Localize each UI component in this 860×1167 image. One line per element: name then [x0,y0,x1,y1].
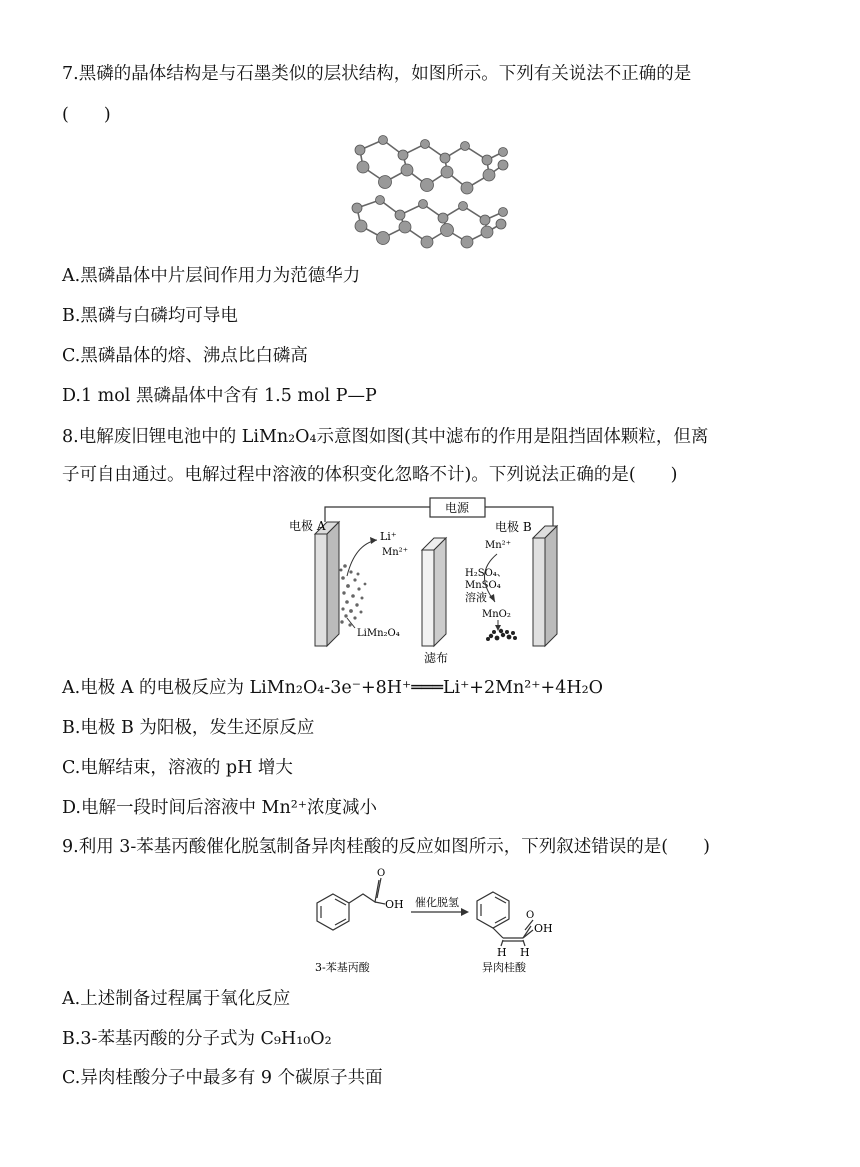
product-name: 异肉桂酸 [482,961,526,974]
benzene-ring-left [317,894,349,930]
mn-ion-right-label: Mn²⁺ [485,540,511,551]
q7-paren: ( ) [62,105,111,125]
filter-cloth [422,550,434,646]
limn2o4-label: LiMn₂O₄ [357,628,400,639]
mno2-label: MnO₂ [482,609,511,620]
q7-option-a: A.黑磷晶体中片层间作用力为范德华力 [62,266,361,286]
q8-stem-line2: 子可自由通过。电解过程中溶液的体积变化忽略不计)。下列说法正确的是( ) [62,465,678,485]
q9-stem: 9.利用 3-苯基丙酸催化脱氢制备异肉桂酸的反应如图所示，下列叙述错误的是( ) [62,837,710,857]
arrow-label: 催化脱氢 [415,896,459,909]
q7-option-d: D.1 mol 黑磷晶体中含有 1.5 mol P—P [62,386,377,406]
q9-option-c: C.异肉桂酸分子中最多有 9 个碳原子共面 [62,1068,383,1088]
q7-option-c: C.黑磷晶体的熔、沸点比白磷高 [62,346,308,366]
q9-option-b: B.3-苯基丙酸的分子式为 C₉H₁₀O₂ [62,1029,332,1049]
solution-label-3: 溶液 [465,591,487,604]
solution-label-1: H₂SO₄、 [465,568,507,579]
q8-option-c: C.电解结束，溶液的 pH 增大 [62,758,293,778]
oh-left-label: OH [385,898,404,911]
electrode-b [533,538,545,646]
q8-option-b: B.电极 B 为阳极，发生还原反应 [62,718,315,738]
filter-label: 滤布 [424,651,449,665]
benzene-ring-right [477,892,509,928]
limn2o4-particles [340,564,367,626]
electrode-a-label: 电极 A [289,519,326,533]
mno2-particles [486,629,517,641]
svg-text:O: O [526,910,535,921]
q9-option-a: A.上述制备过程属于氧化反应 [62,989,291,1009]
solution-label-2: MnSO₄ [465,580,501,591]
reactant-name: 3-苯基丙酸 [315,961,370,974]
electrode-a [315,534,327,646]
h-label-2: H [520,946,530,959]
q8-option-d: D.电解一段时间后溶液中 Mn²⁺浓度减小 [62,798,377,818]
q8-option-a: A.电极 A 的电极反应为 LiMn₂O₄-3e⁻+8H⁺═══Li⁺+2Mn²⁺+4H₂O [62,678,603,698]
reaction-scheme [305,868,565,976]
q7-option-b: B.黑磷与白磷均可导电 [62,306,238,326]
black-phosphorus-structure [345,130,515,252]
power-label: 电源 [444,501,470,515]
h-label-1: H [497,946,507,959]
oh-right-label: OH [534,922,553,935]
q8-stem-line1: 8.电解废旧锂电池中的 LiMn₂O₄示意图如图(其中滤布的作用是阻挡固体颗粒，但离 [62,427,709,447]
li-ion-label: Li⁺ [380,530,397,543]
electrode-b-label: 电极 B [495,520,532,534]
svg-text:O: O [377,868,386,879]
electrolysis-diagram [285,494,575,666]
q7-stem: 7.黑磷的晶体结构是与石墨类似的层状结构，如图所示。下列有关说法不正确的是 [62,64,692,84]
mn-ion-left-label: Mn²⁺ [382,547,408,558]
